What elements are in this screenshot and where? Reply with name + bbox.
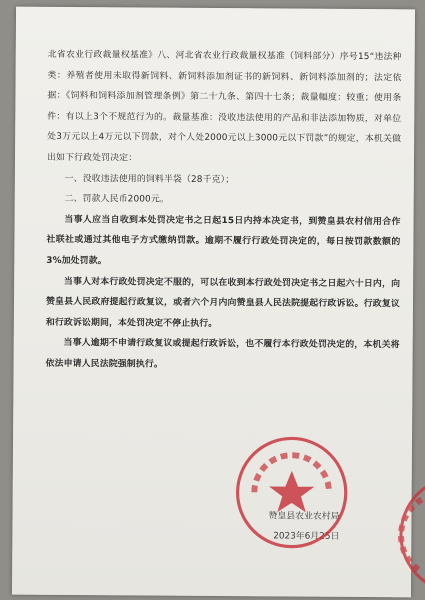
paragraph-penalty-2: 二、罚款人民币2000元。: [64, 194, 169, 205]
paragraph-legal-basis: 北省农业行政裁量权基准》八、河北省农业行政裁量权基准（饲料部分）序号15“违法种类：养殖者使用未取得新饲料、新饲料添加剂证书的新饲料、新饲料添加剂的；法定依据：《饲料和饲料添加剂管理条例》第二十九条、第四十七条；裁量幅度：较重；使用条件：有以上3个不规范行为的。裁量基准：没收违法使用的产品和非法添加物质，对单位处3万元以上4万元以下罚款，对个人处2000元以上3000元以下罚款”的规定，本机关做出如下行政处罚决定：: [46, 49, 402, 164]
partial-seal-icon: [347, 479, 425, 590]
paragraph-enforcement: 当事人逾期不申请行政复议或提起行政诉讼，也不履行本行政处罚决定的，本机关将依法申请人民法院强制执行。: [45, 338, 400, 370]
paragraph-payment: 当事人应当自收到本处罚决定书之日起15日内持本决定书，到赞皇县农村信用合作社联社或通过其他电子方式缴纳罚款。逾期不履行行政处罚决定的，每日按罚款数额的3%加处罚款。: [46, 214, 401, 267]
issue-date: 2023年6月25日: [273, 531, 340, 542]
document-body: [45, 45, 401, 377]
document-page: [12, 7, 415, 598]
issuing-organization: 赞皇县农业农村局: [268, 511, 340, 522]
paragraph-appeal: 当事人对本行政处罚决定不服的，可以在收到本行政处罚决定书之日起六十日内，向赞皇县人民政府提起行政复议，或者六个月内向赞皇县人民法院提起行政诉讼。行政复议和行政诉讼期间，本处罚决定不停止执行。: [45, 276, 401, 329]
paragraph-penalty-1: 一、没收违法使用的饲料半袋（28千克）；: [64, 173, 235, 185]
official-seal-icon: [232, 433, 351, 552]
